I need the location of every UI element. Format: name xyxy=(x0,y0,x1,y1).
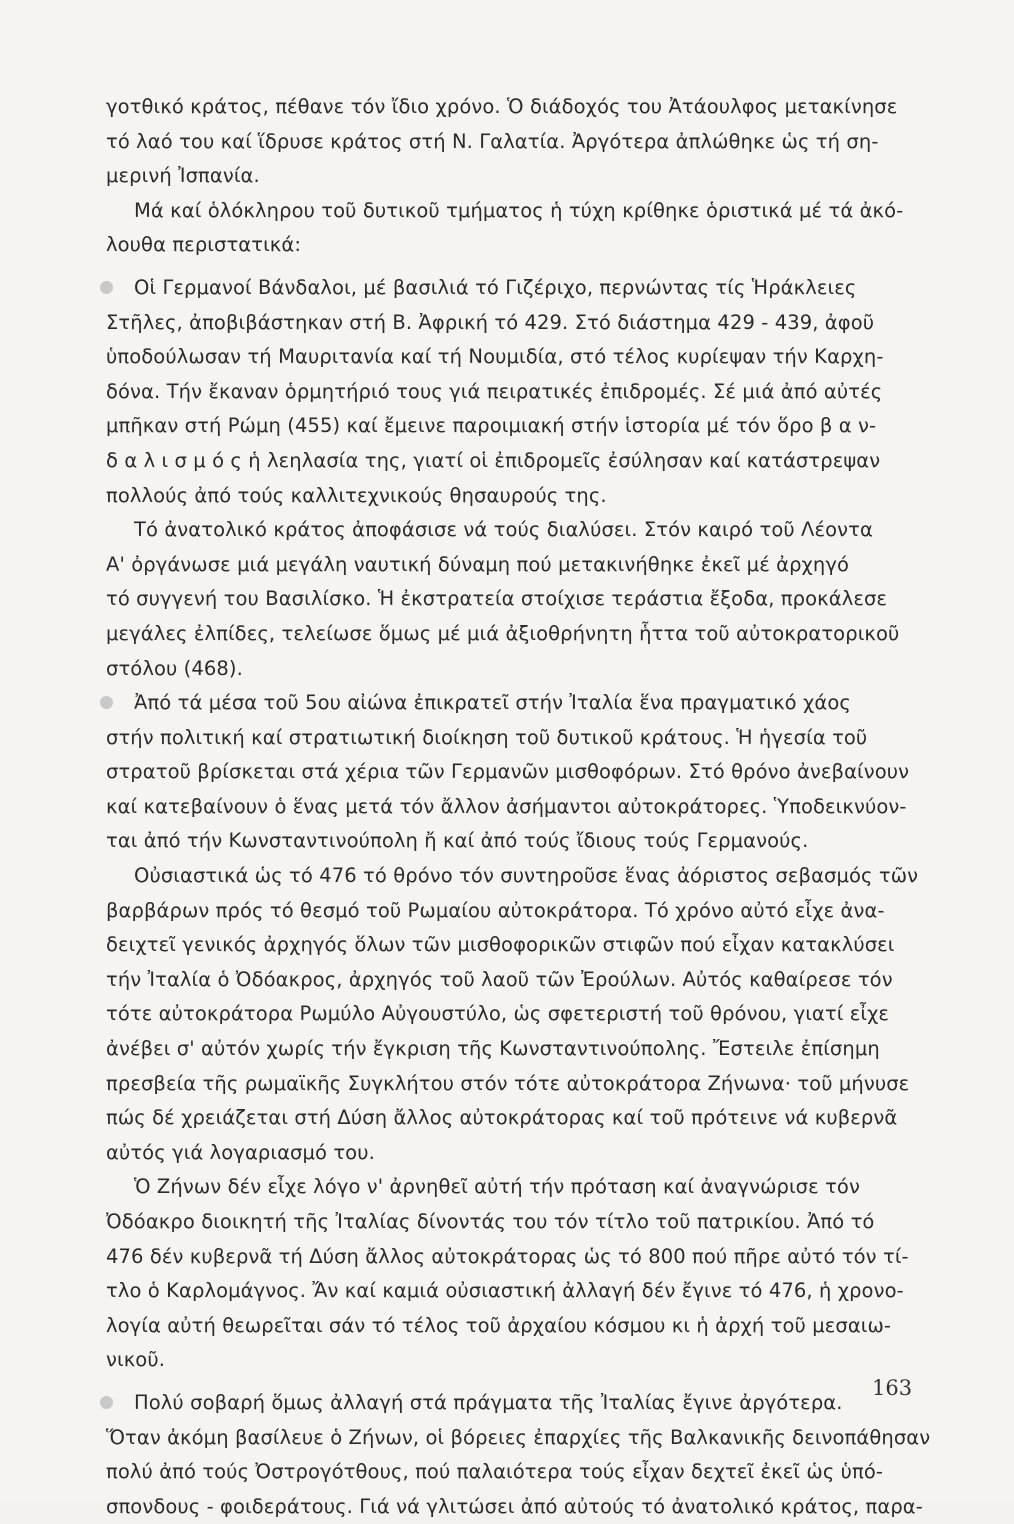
page-number: 163 xyxy=(872,1376,913,1400)
text-line: τότε αὐτοκράτορα Ρωμύλο Αὐγουστύλο, ὡς σφετεριστή τοῦ θρόνου, γιατί εἶχε xyxy=(106,1002,890,1026)
text-line: Μά καί ὁλόκληρου τοῦ δυτικοῦ τμήματος ἡ τύχη κρίθηκε ὁριστικά μέ τά ἀκό- xyxy=(134,198,904,222)
text-line: τό λαό του καί ἵδρυσε κράτος στή Ν. Γαλατία. Ἀργότερα ἀπλώθηκε ὡς τή ση- xyxy=(106,129,879,153)
bullet-paragraph-start xyxy=(106,1386,912,1421)
text-line: λογία αὐτή θεωρεῖται σάν τό τέλος τοῦ ἀρχαίου κόσμου κι ἡ ἀρχή τοῦ μεσαιω- xyxy=(106,1313,892,1337)
text-line: αὐτός γιά λογαριασμό του. xyxy=(106,1140,375,1164)
text-line: πολλούς ἀπό τούς καλλιτεχνικούς θησαυρούς της. xyxy=(106,483,607,507)
bullet-icon xyxy=(100,281,113,294)
text-line: πώς δέ χρειάζεται στή Δύση ἄλλος αὐτοκράτορας καί τοῦ πρότεινε νά κυβερνᾶ xyxy=(106,1106,898,1130)
text-line: βαρβάρων πρός τό θεσμό τοῦ Ρωμαίου αὐτοκράτορα. Τό χρόνο αὐτό εἶχε ἀνα- xyxy=(106,898,885,922)
text-line: Οἱ Γερμανοί Βάνδαλοι, μέ βασιλιά τό Γιζέριχο, περνώντας τίς Ἡράκλειες xyxy=(134,275,857,299)
text-line: τό συγγενή του Βασιλίσκο. Ἡ ἐκστρατεία στοίχισε τεράστια ἔξοδα, προκάλεσε xyxy=(106,587,888,611)
text-line: πρεσβεία τῆς ρωμαϊκῆς Συγκλήτου στόν τότε αὐτοκράτορα Ζήνωνα· τοῦ μήνυσε xyxy=(106,1071,910,1095)
text-line: Α' ὀργάνωσε μιά μεγάλη ναυτική δύναμη πού μετακινήθηκε ἐκεῖ μέ ἀρχηγό xyxy=(106,552,850,576)
text-line: 476 δέν κυβερνᾶ τή Δύση ἄλλος αὐτοκράτορας ὡς τό 800 πού πῆρε αὐτό τόν τί- xyxy=(106,1244,909,1268)
text-line: ἀνέβει σ' αὐτόν χωρίς τήν ἔγκριση τῆς Κωνσταντινούπολης. Ἔστειλε ἐπίσημη xyxy=(106,1037,880,1061)
text-line: Οὐσιαστικά ὡς τό 476 τό θρόνο τόν συντηροῦσε ἕνας ἀόριστος σεβασμός τῶν xyxy=(134,864,919,888)
text-line: Στῆλες, ἀποβιβάστηκαν στή Β. Ἀφρική τό 429. Στό διάστημα 429 - 439, ἀφοῦ xyxy=(106,310,875,334)
page-text xyxy=(106,90,931,1524)
text-line: Ὀδόακρο διοικητή τῆς Ἰταλίας δίνοντάς του τόν τίτλο τοῦ πατρικίου. Ἀπό τό xyxy=(106,1210,875,1233)
text-line: Ὅταν ἀκόμη βασίλευε ὁ Ζήνων, οἱ βόρειες ἐπαρχίες τῆς Βαλκανικῆς δεινοπάθησαν xyxy=(106,1425,931,1449)
text-line: μεγάλες ἐλπίδες, τελείωσε ὅμως μέ μιά ἀξιοθρήνητη ἧττα τοῦ αὐτοκρατορικοῦ xyxy=(106,621,900,645)
text-line: Ἀπό τά μέσα τοῦ 5ου αἰώνα ἐπικρατεῖ στήν Ἰταλία ἕνα πραγματικό χάος xyxy=(134,691,851,715)
text-line: μπῆκαν στή Ρώμη (455) καί ἔμεινε παροιμιακή στήν ἱστορία μέ τόν ὅρο β α ν- xyxy=(106,414,877,438)
text-line: δόνα. Τήν ἔκαναν ὁρμητήριό τους γιά πειρατικές ἐπιδρομές. Σέ μιά ἀπό αὐτές xyxy=(106,379,883,403)
text-line: Τό ἀνατολικό κράτος ἀποφάσισε νά τούς διαλύσει. Στόν καιρό τοῦ Λέοντα xyxy=(134,518,873,542)
text-line: δειχτεῖ γενικός ἀρχηγός ὅλων τῶν μισθοφορικῶν στιφῶν πού εἶχαν κατακλύσει xyxy=(106,933,895,957)
text-line: καί κατεβαίνουν ὁ ἕνας μετά τόν ἄλλον ἀσήμαντοι αὐτοκράτορες. Ὑποδεικνύον- xyxy=(106,794,907,818)
text-line: λουθα περιστατικά: xyxy=(106,233,302,257)
text-line: πολύ ἀπό τούς Ὀστρογότθους, πού παλαιότερα τούς εἶχαν δεχτεῖ ἐκεῖ ὡς ὑπό- xyxy=(106,1460,884,1484)
text-line: μερινή Ἰσπανία. xyxy=(106,164,260,188)
text-line: ὑποδούλωσαν τή Μαυριτανία καί τή Νουμιδία, στό τέλος κυρίεψαν τήν Καρχη- xyxy=(106,345,884,369)
text-line: νικοῦ. xyxy=(106,1348,165,1372)
text-line: στρατοῦ βρίσκεται στά χέρια τῶν Γερμανῶν μισθοφόρων. Στό θρόνο ἀνεβαίνουν xyxy=(106,760,910,784)
text-line: Πολύ σοβαρή ὅμως ἀλλαγή στά πράγματα τῆς Ἰταλίας ἔγινε ἀργότερα. xyxy=(134,1390,843,1414)
text-line: σπονδους - φοιδεράτους. Γιά νά γλιτώσει ἀπό αὐτούς τό ἀνατολικό κράτος, παρα- xyxy=(106,1494,923,1518)
bullet-paragraph-start xyxy=(106,271,912,306)
text-line: τλο ὁ Καρλομάγνος. Ἄν καί καμιά οὐσιαστική ἀλλαγή δέν ἔγινε τό 476, ἡ χρονο- xyxy=(106,1279,904,1303)
text-line: τήν Ἰταλία ὁ Ὀδόακρος, ἀρχηγός τοῦ λαοῦ τῶν Ἐρούλων. Αὐτός καθαίρεσε τόν xyxy=(106,967,893,991)
text-line: Ὁ Ζήνων δέν εἶχε λόγο ν' ἀρνηθεῖ αὐτή τήν πρόταση καί ἀναγνώρισε τόν xyxy=(134,1175,860,1199)
text-line: στήν πολιτική καί στρατιωτική διοίκηση τοῦ δυτικοῦ κράτους. Ἡ ἡγεσία τοῦ xyxy=(106,725,868,749)
text-line: ται ἀπό τήν Κωνσταντινούπολη ἤ καί ἀπό τούς ἴδιους τούς Γερμανούς. xyxy=(106,829,809,853)
text-line: δ α λ ι σ μ ό ς ἡ λεηλασία της, γιατί οἱ ἐπιδρομεῖς ἐσύλησαν καί κατάστρεψαν xyxy=(106,448,881,472)
text-line: στόλου (468). xyxy=(106,656,243,680)
bullet-icon xyxy=(100,1396,113,1409)
bullet-paragraph-start xyxy=(106,686,912,721)
bullet-icon xyxy=(100,696,113,709)
text-line: γοτθικό κράτος, πέθανε τόν ἴδιο χρόνο. Ὁ διάδοχός του Ἀτάουλφος μετακίνησε xyxy=(106,95,898,118)
